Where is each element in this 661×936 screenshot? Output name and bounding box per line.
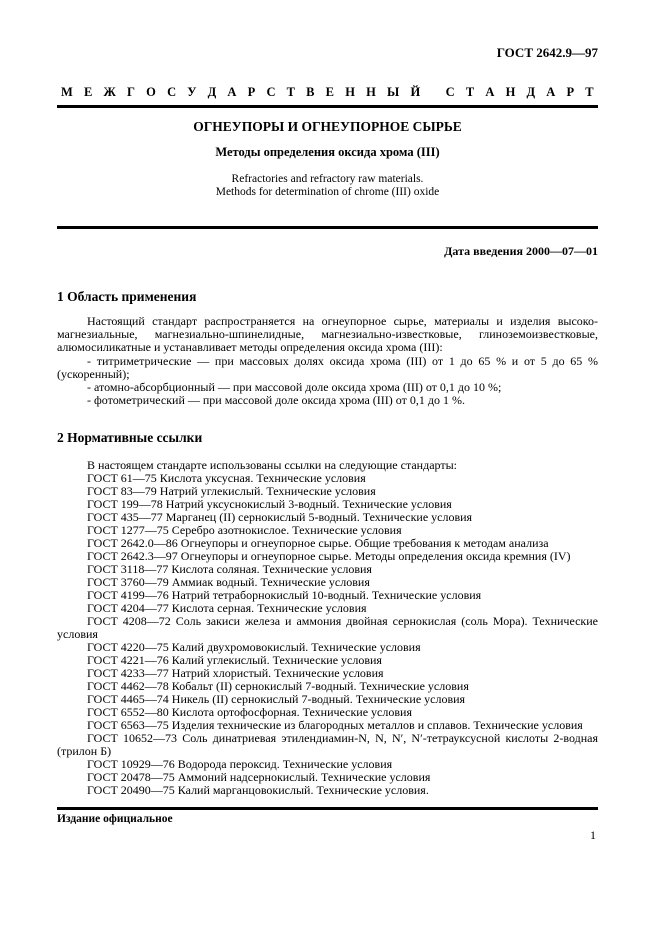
document-title-en-line1: Refractories and refractory raw materials. xyxy=(231,173,424,185)
reference-item: ГОСТ 1277—75 Серебро азотнокислое. Технические условия xyxy=(87,523,402,538)
reference-item: ГОСТ 61—75 Кислота уксусная. Технические условия xyxy=(87,471,366,486)
reference-item: ГОСТ 83—79 Натрий углекислый. Технические условия xyxy=(87,484,376,499)
reference-item: ГОСТ 2642.0—86 Огнеупоры и огнеупорное сырье. Общие требования к методам анализа xyxy=(87,536,549,551)
page-number: 1 xyxy=(590,828,596,843)
reference-item: ГОСТ 4221—76 Калий углекислый. Технические условия xyxy=(87,653,382,668)
references-list xyxy=(57,459,598,797)
reference-item: ГОСТ 6552—80 Кислота ортофосфорная. Технические условия xyxy=(87,705,412,720)
reference-item: ГОСТ 4220—75 Калий двухромовокислый. Технические условия xyxy=(87,640,421,655)
reference-item: ГОСТ 3760—79 Аммиак водный. Технические условия xyxy=(87,575,370,590)
scope-paragraph: - титриметрические — при массовых долях оксида хрома (III) от 1 до 65 % и от 5 до 65 % (ускоренный); xyxy=(57,353,598,381)
reference-item: ГОСТ 435—77 Марганец (II) сернокислый 5-водный. Технические условия xyxy=(87,510,473,525)
document-title-en-line2: Methods for determination of chrome (III) oxide xyxy=(215,186,440,198)
reference-item: ГОСТ 4465—74 Никель (II) сернокислый 7-водный. Технические условия xyxy=(87,692,466,707)
reference-item: ГОСТ 3118—77 Кислота соляная. Технические условия xyxy=(87,562,372,577)
reference-item: ГОСТ 4462—78 Кобальт (II) сернокислый 7-водный. Технические условия xyxy=(87,679,469,694)
reference-item: ГОСТ 4208—72 Соль закиси железа и аммония двойная сернокислая (соль Мора). Технические условия xyxy=(57,614,598,642)
reference-item: ГОСТ 4204—77 Кислота серная. Технические условия xyxy=(87,601,367,616)
document-subtitle-ru: Методы определения оксида хрома (III) xyxy=(215,145,440,159)
references-intro: В настоящем стандарте использованы ссылки на следующие стандарты: xyxy=(87,458,458,473)
scope-paragraph: - атомно-абсорбционный — при массовой доле оксида хрома (III) от 0,1 до 10 %; xyxy=(87,380,502,395)
footer-rule xyxy=(57,807,598,810)
reference-item: ГОСТ 199—78 Натрий уксуснокислый 3-водный. Технические условия xyxy=(87,497,452,512)
doc-number: ГОСТ 2642.9—97 xyxy=(496,45,598,60)
reference-item: ГОСТ 4233—77 Натрий хлористый. Технические условия xyxy=(87,666,384,681)
document-title-ru: ОГНЕУПОРЫ И ОГНЕУПОРНОЕ СЫРЬЕ xyxy=(193,119,462,134)
reference-item: ГОСТ 20490—75 Калий марганцовокислый. Технические условия. xyxy=(87,783,429,798)
standard-type-heading: М Е Ж Г О С У Д А Р С Т В Е Н Н Ы Й С Т А Н Д А Р Т xyxy=(61,85,594,99)
header-rule xyxy=(57,105,598,108)
scope-paragraph: - фотометрический — при массовой доле оксида хрома (III) от 0,1 до 1 %. xyxy=(87,393,465,408)
reference-item: ГОСТ 10652—73 Соль динатриевая этилендиамин-N, N, N′, N′-тетрауксусной кислоты 2-водная (трилон Б) xyxy=(57,731,598,759)
section-1-heading: 1 Область применения xyxy=(57,289,197,304)
reference-item: ГОСТ 20478—75 Аммоний надсернокислый. Технические условия xyxy=(87,770,431,785)
edition-note: Издание официальное xyxy=(57,813,173,826)
reference-item: ГОСТ 4199—76 Натрий тетраборнокислый 10-водный. Технические условия xyxy=(87,588,482,603)
reference-item: ГОСТ 10929—76 Водорода пероксид. Технические условия xyxy=(87,757,393,772)
section-2-heading: 2 Нормативные ссылки xyxy=(57,430,203,446)
scope-paragraph: Настоящий стандарт распространяется на огнеупорное сырье, материалы и изделия высокомагнезиальные, магнезиально-шпинелидные, магнезиально-известковые, глиноземоизвестковые, алюмосиликатные и устанавливает методы определения оксида хрома (III): xyxy=(57,314,598,355)
title-rule xyxy=(57,226,598,229)
effective-date: Дата введения 2000—07—01 xyxy=(444,244,598,258)
reference-item: ГОСТ 6563—75 Изделия технические из благородных металлов и сплавов. Технические условия xyxy=(87,718,583,733)
scope-text xyxy=(57,315,598,407)
document-title-en xyxy=(57,173,598,199)
reference-item: ГОСТ 2642.3—97 Огнеупоры и огнеупорное сырье. Методы определения оксида кремния (IV) xyxy=(87,549,571,564)
